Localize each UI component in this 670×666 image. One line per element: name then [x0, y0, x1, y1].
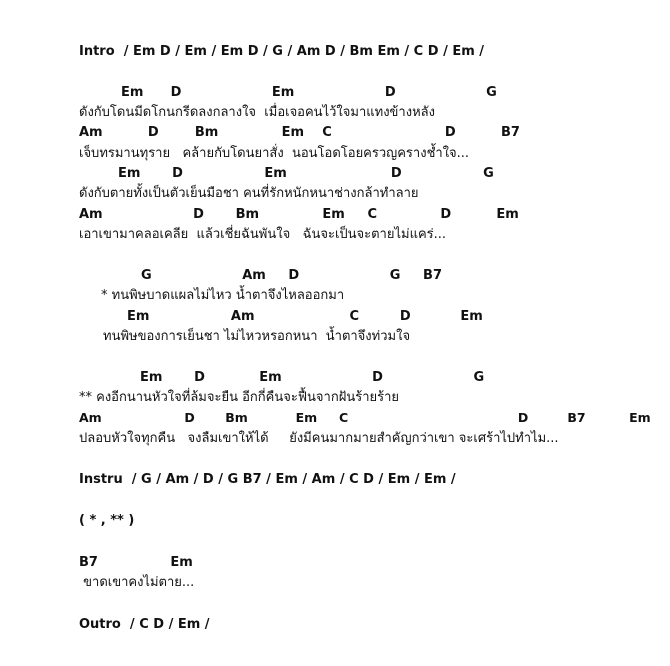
repeat-marker: ( * , ** ): [79, 513, 135, 528]
ending-chords: B7 Em: [79, 555, 193, 570]
verse1-lyric-2: เจ็บทรมานทุราย คล้ายกับโดนยาสั่ง นอนโอดโอยครวญครางช้ำใจ...: [79, 146, 470, 161]
chorus2-chords-1: Em D Em D G: [140, 370, 485, 385]
chorus2-chords-2: Am D Bm Em C D B7 Em: [79, 410, 651, 425]
verse1-chords-4: Am D Bm Em C D Em: [79, 207, 519, 222]
verse1-lyric-1: ดังกับโดนมีดโกนกรีดลงกลางใจ เมื่อเจอคนไว้ใจมาแทงข้างหลัง: [79, 105, 435, 120]
verse1-chords-2: Am D Bm Em C D B7: [79, 125, 520, 140]
chorus2-lyric-1: ** คงอีกนานหัวใจที่ล้มจะยืน อีกกี่คืนจะฟื้นจากฝันร้ายร้าย: [79, 390, 400, 405]
chorus1-lyric-1: * ทนพิษบาดแผลไม่ไหว น้ำตาจึงไหลออกมา: [101, 288, 345, 303]
intro-line: Intro / Em D / Em / Em D / G / Am D / Bm Em / C D / Em /: [79, 44, 485, 59]
outro-line: Outro / C D / Em /: [79, 617, 210, 632]
chorus1-chords-2: Em Am C D Em: [127, 309, 483, 324]
verse1-chords-1: Em D Em D G: [121, 85, 497, 100]
verse1-lyric-3: ดังกับตายทั้งเป็นตัวเย็นมือชา คนที่รักหนักหนาช่างกล้าทำลาย: [79, 186, 419, 201]
instru-line: Instru / G / Am / D / G B7 / Em / Am / C D / Em / Em /: [79, 472, 456, 487]
chorus1-chords-1: G Am D G B7: [141, 268, 442, 283]
chorus2-lyric-2: ปลอบหัวใจทุกคืน จงลืมเขาให้ได้ ยังมีคนมากมายสำคัญกว่าเขา จะเศร้าไปทำไม...: [79, 431, 559, 446]
chorus1-lyric-2: ทนพิษของการเย็นชา ไม่ไหวหรอกหนา น้ำตาจึงท่วมใจ: [103, 329, 411, 344]
verse1-lyric-4: เอาเขามาคลอเคลีย แล้วเชี่ยฉันพันใจ ฉันจะเป็นจะตายไม่แคร่...: [79, 227, 447, 242]
verse1-chords-3: Em D Em D G: [118, 166, 494, 181]
ending-lyric: ขาดเขาคงไม่ตาย...: [79, 575, 195, 590]
